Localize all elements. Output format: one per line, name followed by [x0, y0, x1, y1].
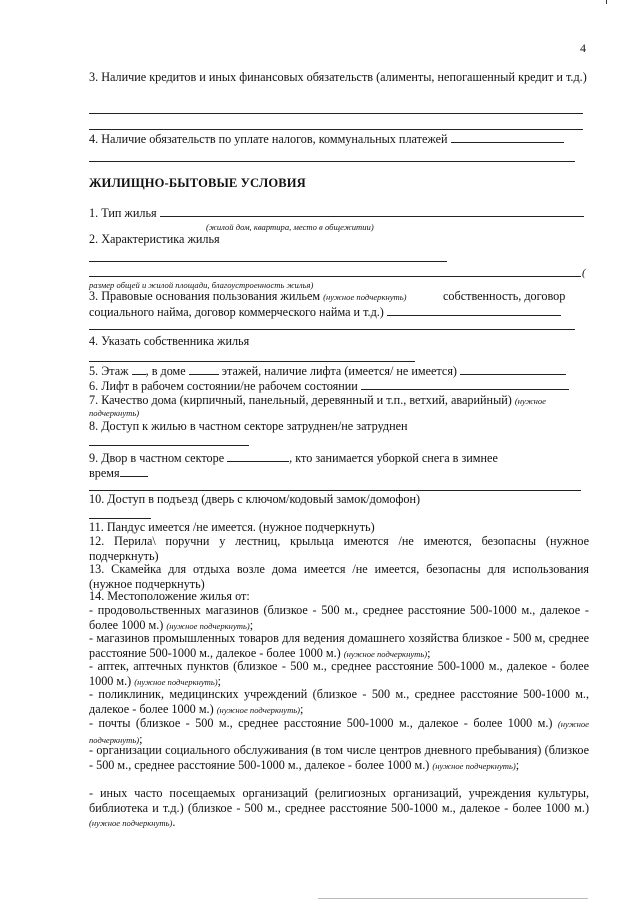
- housing-9-line2: [89, 465, 589, 481]
- location-text: - почты (близкое - 500 м., среднее расстояние 500-1000 м., далекое - более 1000 м.): [89, 716, 553, 730]
- question-4-label: 4. Наличие обязательств по уплате налогов, коммунальных платежей: [89, 132, 448, 146]
- location-item: - продовольственных магазинов (близкое - 500 м., среднее расстояние 500-1000 м., далекое - более 1000 м.) (нужное подчеркнуть);: [89, 603, 589, 632]
- location-text: - магазинов промышленных товаров для ведения домашнего хозяйства близкое - 500 м, среднее расстояние 500-1000 м., далекое - более 1000 м.): [89, 631, 589, 660]
- housing-4-label: 4. Указать собственника жилья: [89, 334, 250, 348]
- housing-5: [89, 363, 589, 379]
- answer-blank[interactable]: [160, 205, 584, 217]
- housing-7-label: 7. Качество дома (кирпичный, панельный, деревянный и т.п., ветхий, аварийный): [89, 393, 512, 407]
- location-item: - магазинов промышленных товаров для ведения домашнего хозяйства близкое - 500 м, среднее расстояние 500-1000 м., далекое - более 1000 м.) (нужное подчеркнуть);: [89, 631, 589, 660]
- scan-edge-mark: [606, 0, 607, 4]
- answer-blank[interactable]: [460, 363, 566, 375]
- housing-2-label: 2. Характеристика жилья: [89, 232, 220, 246]
- question-3: 3. Наличие кредитов и иных финансовых обязательств (алименты, непогашенный кредит и т.д.): [89, 70, 587, 84]
- answer-blank[interactable]: [120, 465, 148, 477]
- floor-blank[interactable]: [132, 363, 146, 375]
- location-text: - иных часто посещаемых организаций (религиозных организаций, учреждения культуры, библиотека и т.д.) (близкое - 500 м., среднее расстояние 500-1000 м., далекое - более 1000 м.): [89, 786, 589, 815]
- housing-1: [89, 205, 589, 221]
- housing-8-label: 8. Доступ к жилью в частном секторе затруднен/не затруднен: [89, 419, 408, 433]
- housing-9-time: время: [89, 466, 120, 480]
- location-text: - организации социального обслуживания (в том числе центров дневного пребывания) (близкое - 500 м., среднее расстояние 500-1000 м., далекое - более 1000 м.): [89, 743, 589, 772]
- location-item: - поликлиник, медицинских учреждений (близкое - 500 м., среднее расстояние 500-1000 м., далекое - более 1000 м.) (нужное подчеркнуть);: [89, 687, 589, 716]
- location-item: - организации социального обслуживания (в том числе центров дневного пребывания) (близкое - 500 м., среднее расстояние 500-1000 м., далекое - более 1000 м.) (нужное подчеркнуть);: [89, 743, 589, 772]
- floors-label: , в доме: [145, 364, 186, 378]
- answer-line[interactable]: [89, 113, 583, 114]
- housing-9-label-cont: , кто занимается уборкой снега в зимнее: [289, 451, 498, 465]
- answer-line[interactable]: [89, 261, 447, 262]
- hint: (нужное: [514, 396, 546, 406]
- location-item: - аптек, аптечных пунктов (близкое - 500 м., среднее расстояние 500-1000 м., далекое - более 1000 м.) (нужное подчеркнуть);: [89, 659, 589, 688]
- housing-12: 12. Перила\ поручни у лестниц, крыльца имеются /не имеются, безопасны (нужное подчеркнуть): [89, 534, 589, 563]
- answer-blank[interactable]: [387, 304, 561, 316]
- answer-line[interactable]: [89, 276, 581, 277]
- page-number: 4: [580, 41, 586, 55]
- hint: (нужное подчеркнуть): [323, 292, 407, 302]
- answer-blank[interactable]: [227, 450, 289, 462]
- housing-9: [89, 450, 589, 466]
- housing-3-cont2: социального найма, договор коммерческого найма и т.д.): [89, 304, 561, 320]
- hint: подчеркнуть): [89, 408, 140, 418]
- hint: (нужное подчеркнуть): [216, 704, 301, 715]
- hint: (нужное подчеркнуть): [166, 620, 250, 631]
- housing-13: 13. Скамейка для отдыха возле дома имеется /не имеется, безопасны для использования (нужное подчеркнуть): [89, 562, 589, 591]
- section-heading: ЖИЛИЩНО-БЫТОВЫЕ УСЛОВИЯ: [89, 176, 306, 190]
- housing-10-label: 10. Доступ в подъезд (дверь с ключом/кодовый замок/домофон): [89, 492, 421, 506]
- housing-14-label: 14. Местоположение жилья от:: [89, 589, 250, 603]
- housing-3-cont: собственность, договор: [443, 289, 566, 303]
- answer-line[interactable]: [89, 445, 249, 446]
- answer-line[interactable]: [89, 329, 575, 330]
- hint: (нужное подчеркнуть): [432, 760, 516, 771]
- housing-1-label: 1. Тип жилья: [89, 206, 157, 220]
- hint: (нужное подчеркнуть): [134, 676, 218, 687]
- answer-line[interactable]: [89, 129, 583, 130]
- hint: (нужное подчеркнуть): [89, 719, 589, 745]
- housing-6-label: 6. Лифт в рабочем состоянии/не рабочем состоянии: [89, 379, 358, 393]
- floor-label: 5. Этаж: [89, 364, 129, 378]
- location-item: - почты (близкое - 500 м., среднее расстояние 500-1000 м., далекое - более 1000 м.) (нужное подчеркнуть);: [89, 716, 589, 746]
- bracket-mark: (: [582, 267, 586, 279]
- housing-6: [89, 378, 589, 394]
- location-text: - поликлиник, медицинских учреждений (близкое - 500 м., среднее расстояние 500-1000 м., далекое - более 1000 м.): [89, 687, 589, 716]
- hint: (нужное подчеркнуть): [343, 648, 428, 659]
- answer-blank[interactable]: [361, 378, 569, 390]
- location-text: - аптек, аптечных пунктов (близкое - 500 м., среднее расстояние 500-1000 м., далекое - более 1000 м.): [89, 659, 589, 688]
- answer-blank[interactable]: [451, 131, 564, 143]
- location-item: - иных часто посещаемых организаций (религиозных организаций, учреждения культуры, библиотека и т.д.) (близкое - 500 м., среднее расстояние 500-1000 м., далекое - более 1000 м.) (нужное подчеркнуть).: [89, 786, 589, 830]
- hint: (нужное подчеркнуть): [89, 818, 173, 829]
- housing-3-label: 3. Правовые основания пользования жильем: [89, 289, 321, 303]
- housing-9-label: 9. Двор в частном секторе: [89, 451, 225, 465]
- hint: (жилой дом, квартира, место в общежитии): [206, 222, 374, 232]
- answer-line[interactable]: [89, 490, 581, 491]
- answer-line[interactable]: [89, 518, 151, 519]
- answer-line[interactable]: [89, 161, 575, 162]
- question-4: [89, 131, 589, 147]
- location-text: - продовольственных магазинов (близкое - 500 м., среднее расстояние 500-1000 м., далекое - более 1000 м.): [89, 603, 589, 632]
- hint: размер общей и жилой площади, благоустроенность жилья): [89, 280, 314, 290]
- scan-bottom-edge: [318, 898, 588, 899]
- housing-11: 11. Пандус имеется /не имеется. (нужное подчеркнуть): [89, 520, 375, 534]
- answer-line[interactable]: [89, 361, 415, 362]
- floors-blank[interactable]: [189, 363, 219, 375]
- elevator-label: этажей, наличие лифта (имеется/ не имеется): [221, 364, 457, 378]
